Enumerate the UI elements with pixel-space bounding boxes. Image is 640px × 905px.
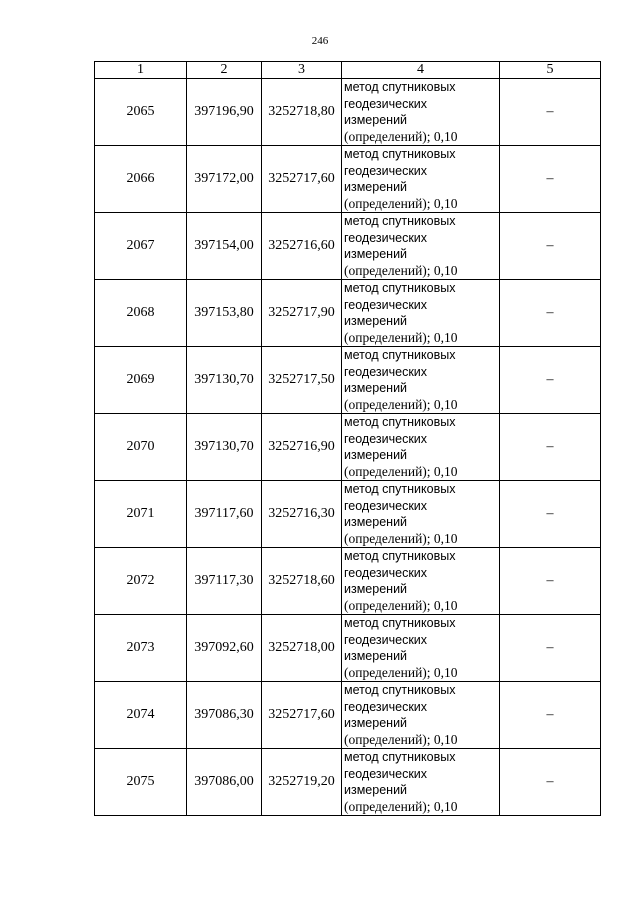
method-text-line: метод спутниковых (344, 750, 456, 764)
column-header-5: 5 (500, 62, 601, 79)
x-coordinate-cell: 397117,30 (187, 548, 262, 615)
method-text-line: измерений (344, 448, 408, 462)
y-coordinate-cell: 3252718,80 (262, 79, 342, 146)
table-row (95, 213, 601, 280)
x-coordinate-cell: 397086,30 (187, 682, 262, 749)
method-text-line: метод спутниковых (344, 80, 456, 94)
point-number-cell: 2066 (95, 146, 187, 213)
x-coordinate-cell: 397172,00 (187, 146, 262, 213)
note-cell: – (500, 213, 601, 280)
method-cell (342, 347, 500, 414)
y-coordinate-cell: 3252717,50 (262, 347, 342, 414)
method-text-line: метод спутниковых (344, 281, 456, 295)
table-row (95, 749, 601, 816)
method-text-line: геодезических (344, 364, 428, 379)
table-row (95, 682, 601, 749)
y-coordinate-cell: 3252717,60 (262, 146, 342, 213)
method-text-line: геодезических (344, 632, 428, 647)
method-text-line: метод спутниковых (344, 549, 456, 563)
method-cell (342, 414, 500, 481)
note-cell: – (500, 749, 601, 816)
method-text-line: измерений (344, 113, 408, 127)
method-text-line: геодезических (344, 498, 428, 513)
y-coordinate-cell: 3252717,90 (262, 280, 342, 347)
method-text-line: метод спутниковых (344, 147, 456, 161)
method-text-line: метод спутниковых (344, 482, 456, 496)
point-number-cell: 2072 (95, 548, 187, 615)
method-text-line: (определений); 0,10 (344, 597, 458, 613)
method-cell (342, 749, 500, 816)
point-number-cell: 2067 (95, 213, 187, 280)
method-text-line: метод спутниковых (344, 616, 456, 630)
method-cell (342, 682, 500, 749)
method-text-line: (определений); 0,10 (344, 731, 458, 747)
table-row (95, 615, 601, 682)
method-text-line: (определений); 0,10 (344, 463, 458, 479)
method-text-line: (определений); 0,10 (344, 262, 458, 278)
method-text-line: (определений); 0,10 (344, 329, 458, 345)
note-cell: – (500, 280, 601, 347)
method-text-line: геодезических (344, 230, 428, 245)
method-text-line: метод спутниковых (344, 683, 456, 697)
method-text-line: измерений (344, 515, 408, 529)
method-cell (342, 615, 500, 682)
table-body (95, 79, 601, 816)
x-coordinate-cell: 397153,80 (187, 280, 262, 347)
note-cell: – (500, 347, 601, 414)
method-text-line: измерений (344, 783, 408, 797)
y-coordinate-cell: 3252717,60 (262, 682, 342, 749)
table-row (95, 79, 601, 146)
method-text-line: метод спутниковых (344, 415, 456, 429)
point-number-cell: 2065 (95, 79, 187, 146)
point-number-cell: 2074 (95, 682, 187, 749)
note-cell: – (500, 146, 601, 213)
x-coordinate-cell: 397196,90 (187, 79, 262, 146)
y-coordinate-cell: 3252716,90 (262, 414, 342, 481)
point-number-cell: 2069 (95, 347, 187, 414)
method-text-line: геодезических (344, 699, 428, 714)
method-text-line: геодезических (344, 431, 428, 446)
column-header-3: 3 (262, 62, 342, 79)
x-coordinate-cell: 397130,70 (187, 414, 262, 481)
note-cell: – (500, 548, 601, 615)
column-header-2: 2 (187, 62, 262, 79)
column-header-1: 1 (95, 62, 187, 79)
method-text-line: измерений (344, 180, 408, 194)
method-text-line: геодезических (344, 766, 428, 781)
method-text-line: измерений (344, 314, 408, 328)
method-text-line: измерений (344, 582, 408, 596)
table-row (95, 481, 601, 548)
method-cell (342, 548, 500, 615)
method-text-line: геодезических (344, 163, 428, 178)
method-text-line: (определений); 0,10 (344, 195, 458, 211)
x-coordinate-cell: 397086,00 (187, 749, 262, 816)
point-number-cell: 2071 (95, 481, 187, 548)
method-text-line: измерений (344, 716, 408, 730)
method-text-line: геодезических (344, 96, 428, 111)
column-header-4: 4 (342, 62, 500, 79)
method-text-line: метод спутниковых (344, 214, 456, 228)
table-row (95, 146, 601, 213)
note-cell: – (500, 682, 601, 749)
method-cell (342, 280, 500, 347)
y-coordinate-cell: 3252718,60 (262, 548, 342, 615)
point-number-cell: 2073 (95, 615, 187, 682)
table-row (95, 347, 601, 414)
method-text-line: измерений (344, 247, 408, 261)
page-number: 246 (311, 35, 329, 47)
x-coordinate-cell: 397130,70 (187, 347, 262, 414)
note-cell: – (500, 615, 601, 682)
header-row (95, 62, 601, 79)
y-coordinate-cell: 3252719,20 (262, 749, 342, 816)
method-text-line: измерений (344, 381, 408, 395)
table-row (95, 414, 601, 481)
method-text-line: измерений (344, 649, 408, 663)
method-text-line: (определений); 0,10 (344, 128, 458, 144)
method-cell (342, 481, 500, 548)
table-header (95, 62, 601, 79)
y-coordinate-cell: 3252716,30 (262, 481, 342, 548)
x-coordinate-cell: 397092,60 (187, 615, 262, 682)
x-coordinate-cell: 397117,60 (187, 481, 262, 548)
method-text-line: геодезических (344, 297, 428, 312)
table-row (95, 280, 601, 347)
method-text-line: (определений); 0,10 (344, 798, 458, 814)
note-cell: – (500, 481, 601, 548)
coordinates-table (94, 61, 601, 816)
x-coordinate-cell: 397154,00 (187, 213, 262, 280)
note-cell: – (500, 79, 601, 146)
point-number-cell: 2070 (95, 414, 187, 481)
method-text-line: геодезических (344, 565, 428, 580)
y-coordinate-cell: 3252716,60 (262, 213, 342, 280)
method-text-line: метод спутниковых (344, 348, 456, 362)
note-cell: – (500, 414, 601, 481)
method-text-line: (определений); 0,10 (344, 396, 458, 412)
point-number-cell: 2075 (95, 749, 187, 816)
y-coordinate-cell: 3252718,00 (262, 615, 342, 682)
point-number-cell: 2068 (95, 280, 187, 347)
method-cell (342, 213, 500, 280)
method-text-line: (определений); 0,10 (344, 664, 458, 680)
table-row (95, 548, 601, 615)
method-cell (342, 79, 500, 146)
method-text-line: (определений); 0,10 (344, 530, 458, 546)
method-cell (342, 146, 500, 213)
